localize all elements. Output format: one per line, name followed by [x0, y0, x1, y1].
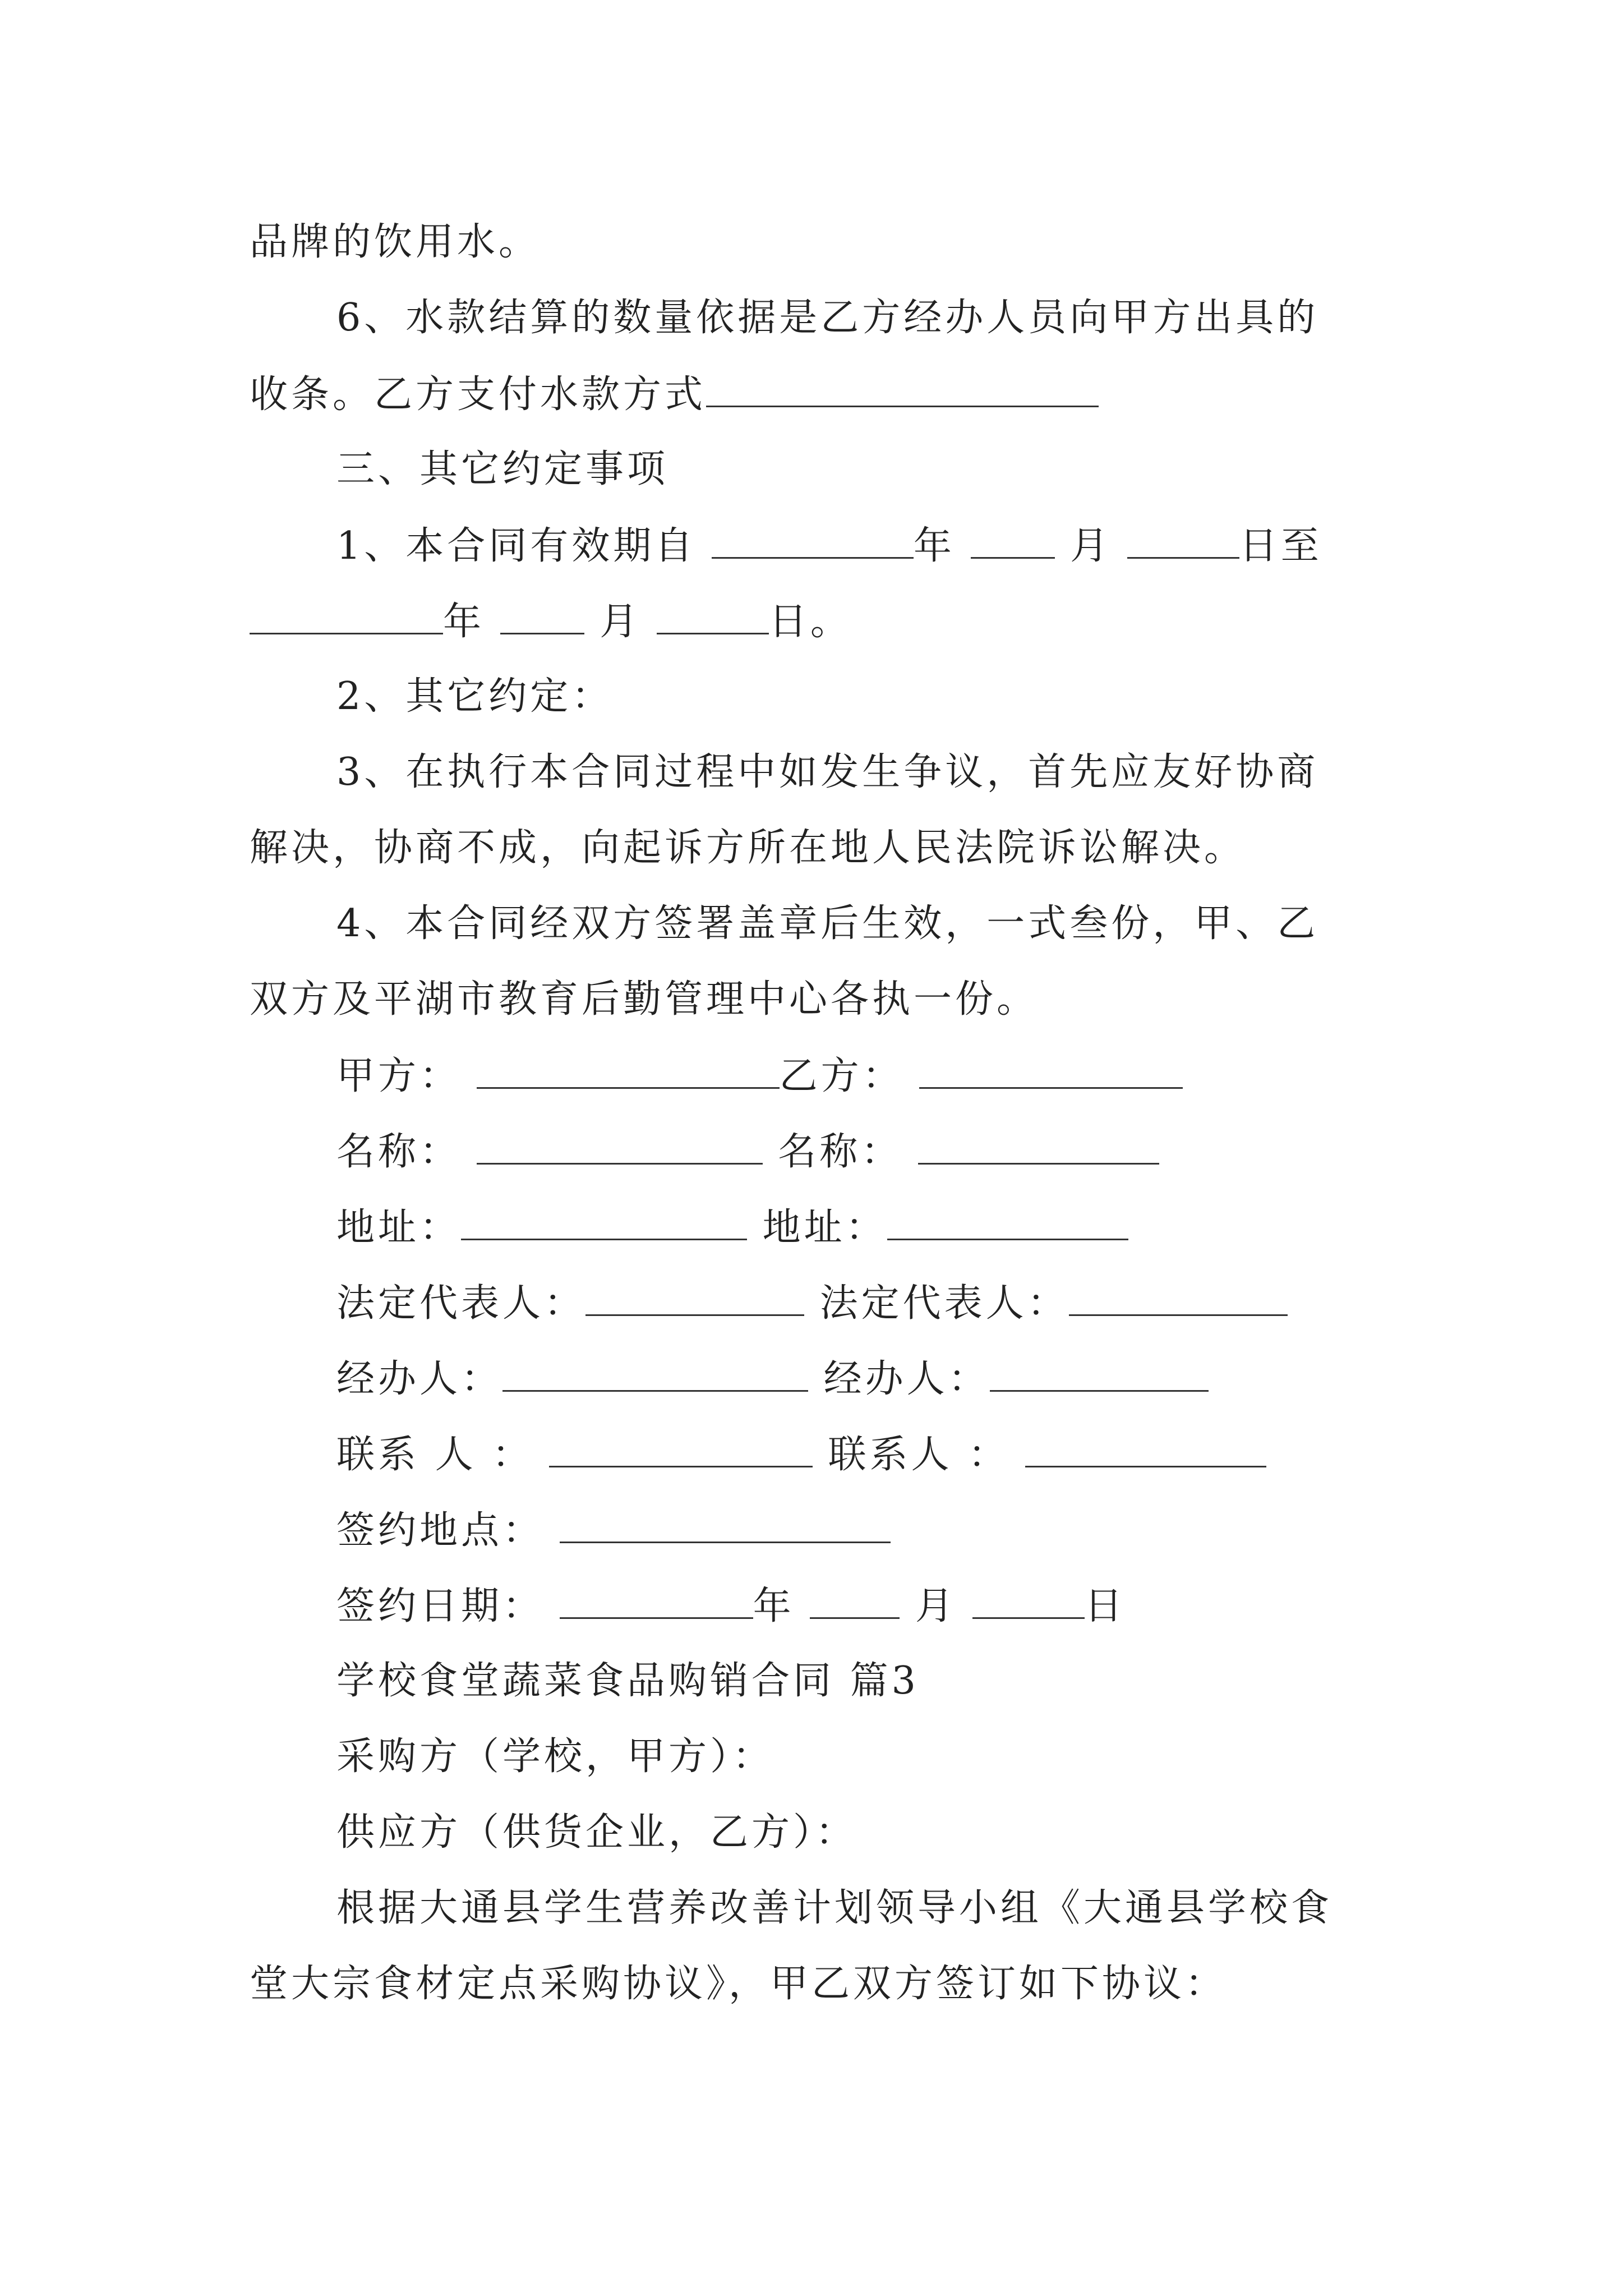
sign-date-row: [336, 1580, 1126, 1631]
sign-place-row: [336, 1504, 891, 1555]
sign-month-blank: [810, 1580, 900, 1619]
name-a-label: 名称：: [336, 1130, 462, 1174]
preamble-line-1: 根据大通县学生营养改善计划领导小组《大通县学校食: [336, 1886, 1333, 1930]
party-row: [336, 1050, 1183, 1101]
sign-place-blank: [560, 1504, 891, 1543]
agent-a-blank: [502, 1353, 808, 1392]
contract-title: 学校食堂蔬菜食品购销合同 篇3: [336, 1659, 919, 1703]
legal-rep-a-label: 法定代表人：: [336, 1281, 586, 1326]
agent-row: [336, 1353, 1209, 1404]
party-b-blank: [919, 1050, 1183, 1089]
sign-place-label: 签约地点：: [336, 1508, 545, 1553]
agent-b-blank: [990, 1353, 1209, 1392]
year-label: 年: [443, 600, 485, 644]
party-a-blank: [477, 1050, 780, 1089]
address-row: [336, 1202, 1128, 1252]
year-label: 年: [753, 1584, 795, 1628]
clause-6-text: 收条。乙方支付水款方式: [250, 372, 707, 417]
address-a-blank: [461, 1202, 747, 1240]
sign-date-label: 签约日期：: [336, 1584, 545, 1628]
month-label: 月: [600, 600, 642, 644]
legal-rep-row: [336, 1277, 1288, 1328]
start-month-blank: [971, 520, 1055, 559]
address-a-label: 地址：: [336, 1205, 462, 1250]
clause-6-line-1: 6、水款结算的数量依据是乙方经办人员向甲方出具的: [336, 296, 1319, 340]
day-label: 日: [1084, 1584, 1126, 1628]
party-b-label: 乙方：: [779, 1054, 904, 1098]
validity-line-2: [250, 596, 852, 646]
agent-a-label: 经办人：: [336, 1357, 503, 1401]
day-label: 日。: [768, 600, 852, 644]
clause-2-line: 2、其它约定：: [336, 674, 614, 719]
contact-a-blank: [549, 1429, 813, 1467]
day-to-label: 日至: [1239, 524, 1322, 568]
start-day-blank: [1127, 520, 1239, 559]
legal-rep-a-blank: [585, 1277, 804, 1316]
legal-rep-b-label: 法定代表人：: [819, 1281, 1069, 1326]
contact-row: [336, 1429, 1266, 1479]
month-label: 月: [1070, 524, 1112, 568]
sign-day-blank: [972, 1580, 1085, 1619]
purchaser-line: 采购方（学校，甲方）：: [336, 1734, 774, 1779]
end-day-blank: [657, 596, 769, 634]
clause-4-line-2: 双方及平湖市教育后勤管理中心各执一份。: [250, 977, 1039, 1022]
clause-4-line-1: 4、本合同经双方签署盖章后生效，一式叁份，甲、乙: [336, 901, 1319, 946]
month-label: 月: [915, 1584, 957, 1628]
agent-b-label: 经办人：: [823, 1357, 990, 1401]
name-b-label: 名称：: [778, 1130, 903, 1174]
address-b-label: 地址：: [762, 1205, 887, 1250]
legal-rep-b-blank: [1069, 1277, 1288, 1316]
payment-method-blank: [706, 369, 1099, 407]
start-year-blank: [712, 520, 914, 559]
validity-line-1: [336, 520, 1322, 570]
end-month-blank: [500, 596, 584, 634]
end-year-blank: [250, 596, 443, 634]
name-b-blank: [918, 1126, 1159, 1165]
contact-b-blank: [1025, 1429, 1266, 1467]
paragraph-line: 品牌的饮用水。: [250, 220, 541, 264]
clause-3-line-1: 3、在执行本合同过程中如发生争议，首先应友好协商: [336, 750, 1319, 794]
supplier-line: 供应方（供货企业，乙方）：: [336, 1810, 857, 1855]
sign-year-blank: [560, 1580, 753, 1619]
section-3-heading: 三、其它约定事项: [336, 447, 669, 491]
party-a-label: 甲方：: [336, 1054, 462, 1098]
address-b-blank: [887, 1202, 1128, 1240]
clause-3-line-2: 解决，协商不成，向起诉方所在地人民法院诉讼解决。: [250, 826, 1246, 870]
name-row: [336, 1126, 1159, 1176]
contact-b-label: 联系人 ：: [828, 1433, 1010, 1477]
validity-label: 1、本合同有效期自: [336, 524, 697, 568]
name-a-blank: [477, 1126, 763, 1165]
year-label: 年: [913, 524, 955, 568]
contact-a-label: 联系 人 ：: [336, 1433, 534, 1477]
preamble-line-2: 堂大宗食材定点采购协议》，甲乙双方签订如下协议：: [250, 1962, 1227, 2006]
clause-6-line-2: [250, 369, 1099, 419]
